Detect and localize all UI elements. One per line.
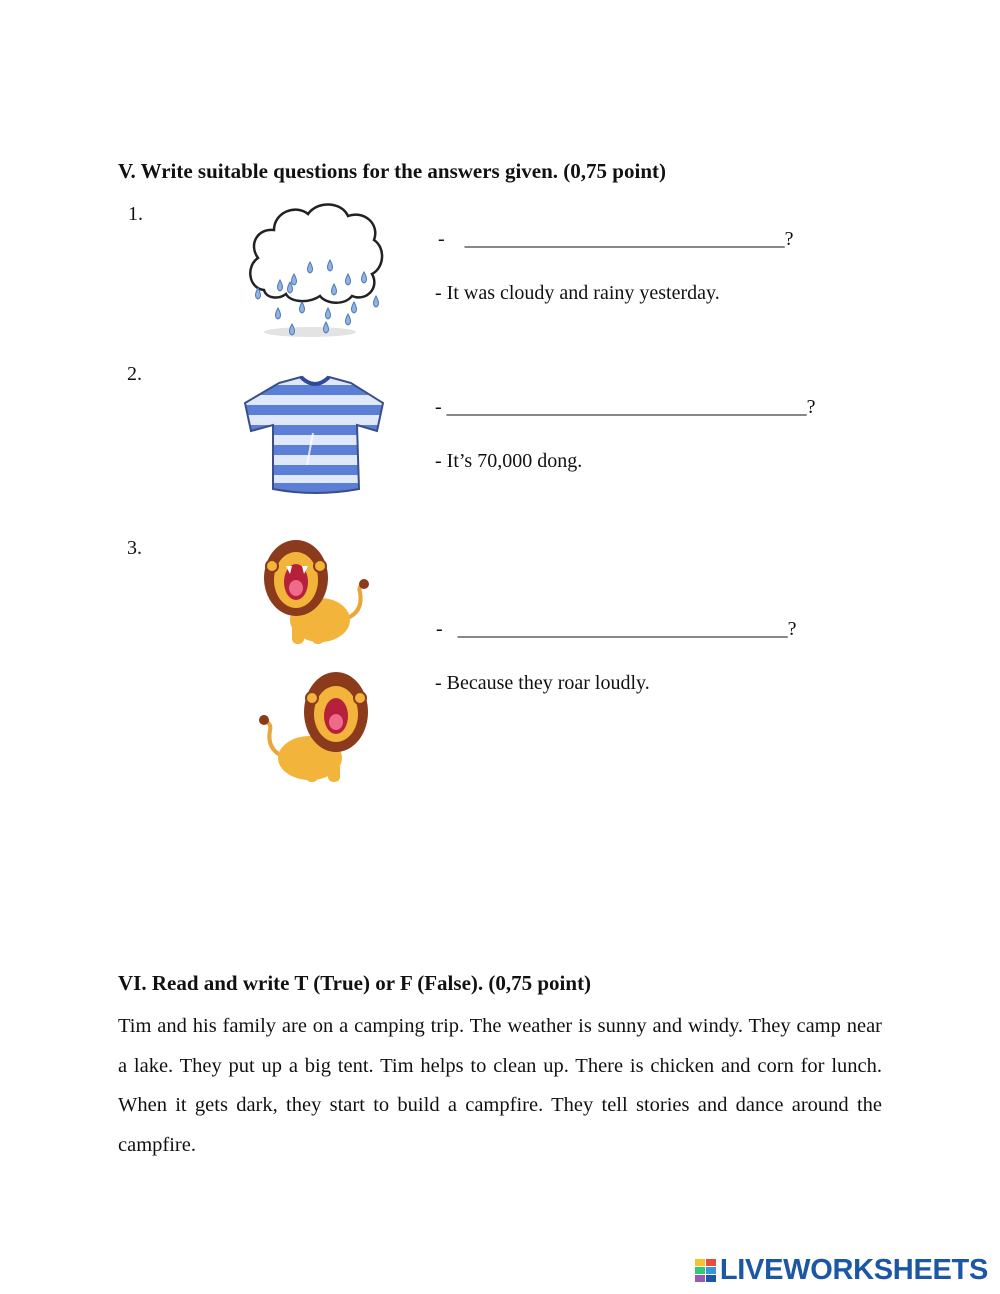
item-3-number: 3. bbox=[127, 537, 142, 559]
item-3-answer: - Because they roar loudly. bbox=[435, 672, 650, 694]
striped-t-shirt-icon bbox=[243, 373, 387, 499]
item-1-number: 1. bbox=[128, 203, 143, 225]
item-2-question-line[interactable]: - ____________________________________? bbox=[435, 396, 816, 418]
item-2-answer: - It’s 70,000 dong. bbox=[435, 450, 583, 472]
rain-cloud-icon bbox=[244, 198, 386, 340]
item-2-number: 2. bbox=[127, 363, 142, 385]
item-1-question-line[interactable]: - ________________________________? bbox=[438, 228, 794, 250]
item-1-answer: - It was cloudy and rainy yesterday. bbox=[435, 282, 720, 304]
section-v-heading: V. Write suitable questions for the answers given. (0,75 point) bbox=[118, 159, 666, 183]
item-3-question-line[interactable]: - _________________________________? bbox=[436, 618, 797, 640]
liveworksheets-logo bbox=[695, 1252, 988, 1288]
roaring-lion-icon bbox=[258, 662, 370, 786]
liveworksheets-logo-icon bbox=[695, 1257, 717, 1283]
section-vi-heading: VI. Read and write T (True) or F (False). (0,75 point) bbox=[118, 971, 592, 995]
reading-passage: Tim and his family are on a camping trip. The weather is sunny and windy. They camp near a lake. They put up a big tent. Tim helps to clean up. There is chicken and corn for lunch. When it gets dark, they start to build a campfire. They tell stories and dance around the campfire. bbox=[118, 1015, 882, 1156]
logo-text: LIVEWORKSHEETS bbox=[719, 1253, 988, 1286]
roaring-lion-icon bbox=[260, 532, 372, 646]
